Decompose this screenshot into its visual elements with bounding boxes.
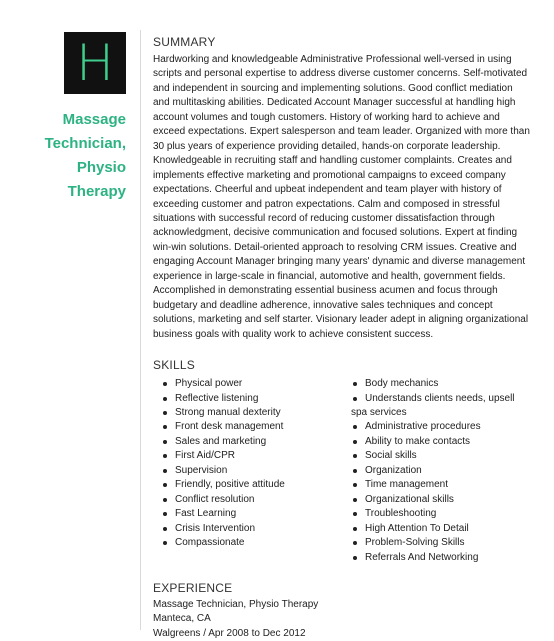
summary-section	[153, 34, 531, 342]
skill-item: High Attention To Detail	[351, 522, 531, 536]
skill-item: Time management	[351, 478, 531, 492]
experience-location: Manteca, CA	[153, 613, 211, 625]
skill-item: Strong manual dexterity	[161, 406, 351, 420]
skill-item: Sales and marketing	[161, 435, 351, 449]
skill-item: Fast Learning	[161, 507, 351, 521]
job-title	[0, 108, 126, 204]
experience-section	[153, 580, 531, 641]
sidebar	[0, 0, 140, 630]
skill-item: Understands clients needs, upsell	[351, 392, 531, 406]
experience-employer-dates: Walgreens / Apr 2008 to Dec 2012	[153, 627, 306, 639]
skill-item: First Aid/CPR	[161, 449, 351, 463]
skill-item: Organizational skills	[351, 493, 531, 507]
summary-heading: SUMMARY	[153, 35, 216, 49]
skills-list-right	[351, 377, 531, 565]
skill-item: Ability to make contacts	[351, 435, 531, 449]
job-title-line: Physio	[76, 159, 126, 176]
experience-position: Massage Technician, Physio Therapy	[153, 598, 319, 610]
skill-item-continuation: spa services	[351, 406, 407, 418]
skill-item: Conflict resolution	[161, 493, 351, 507]
resume-main	[153, 34, 531, 641]
skill-item: Physical power	[161, 377, 351, 391]
skills-section	[153, 357, 531, 565]
skill-item: Organization	[351, 464, 531, 478]
skill-item: Body mechanics	[351, 377, 531, 391]
skill-item: Crisis Intervention	[161, 522, 351, 536]
skill-item: Supervision	[161, 464, 351, 478]
skills-heading: SKILLS	[153, 358, 195, 373]
skill-item: Social skills	[351, 449, 531, 463]
job-title-line: Massage	[62, 111, 126, 128]
experience-entry	[153, 598, 531, 641]
summary-text: Hardworking and knowledgeable Administrative Professional well-versed in using scripts and personal expertise to address diverse customer concerns. Self-motivated and independent in sourcing and implementing solutions. Good conflict mediation and multitasking abilities. Dedicated Account Manager successful at handling high account volumes and tough customers. History of working hard to achieve and exceed expectations. Expert salesperson and team leader. Organized with more than 30 plus years of experience providing detailed, hands-on corporate leadership. Knowledgeable in recruiting staff and handling customer complaints. Creates and implements effective marketing and promotional campaigns to exceed company expectations. Cheerful and upbeat independent and team player with history of exceeding customer and patron expectations. Calm and composed in stressful situations with successful record of reducing customer dissatisfaction through acknowledgment, decisive communication and focused solutions. Expert at finding win-win solutions. Detail-oriented approach to resolving CRM issues. Creative and engaging Account Manager bringing many years' dynamic and diverse management experience in large-scale in financial, automotive and health, government fields. Accomplished in demonstrating essential business acumen and focus through budgetary and deadline adherence, innovative sales techniques and concept solutions, marketing and self starter. Visionary leader adept in aligning organizational business goals with quality work to achieve consistent success.	[153, 54, 530, 340]
skill-item: Troubleshooting	[351, 507, 531, 521]
monogram-letter: H	[76, 34, 114, 92]
skill-item: Referrals And Networking	[351, 551, 531, 565]
skill-item: Administrative procedures	[351, 420, 531, 434]
skill-item: Compassionate	[161, 536, 351, 550]
skill-item: Reflective listening	[161, 392, 351, 406]
column-divider	[140, 30, 141, 630]
skill-item: Front desk management	[161, 420, 351, 434]
job-title-line: Technician,	[44, 135, 126, 152]
skills-columns	[153, 377, 531, 565]
experience-heading: EXPERIENCE	[153, 580, 233, 595]
skills-list-left	[153, 377, 351, 565]
skill-item: Friendly, positive attitude	[161, 478, 351, 492]
monogram-badge	[64, 32, 126, 94]
job-title-line: Therapy	[67, 183, 126, 200]
skill-item: Problem-Solving Skills	[351, 536, 531, 550]
